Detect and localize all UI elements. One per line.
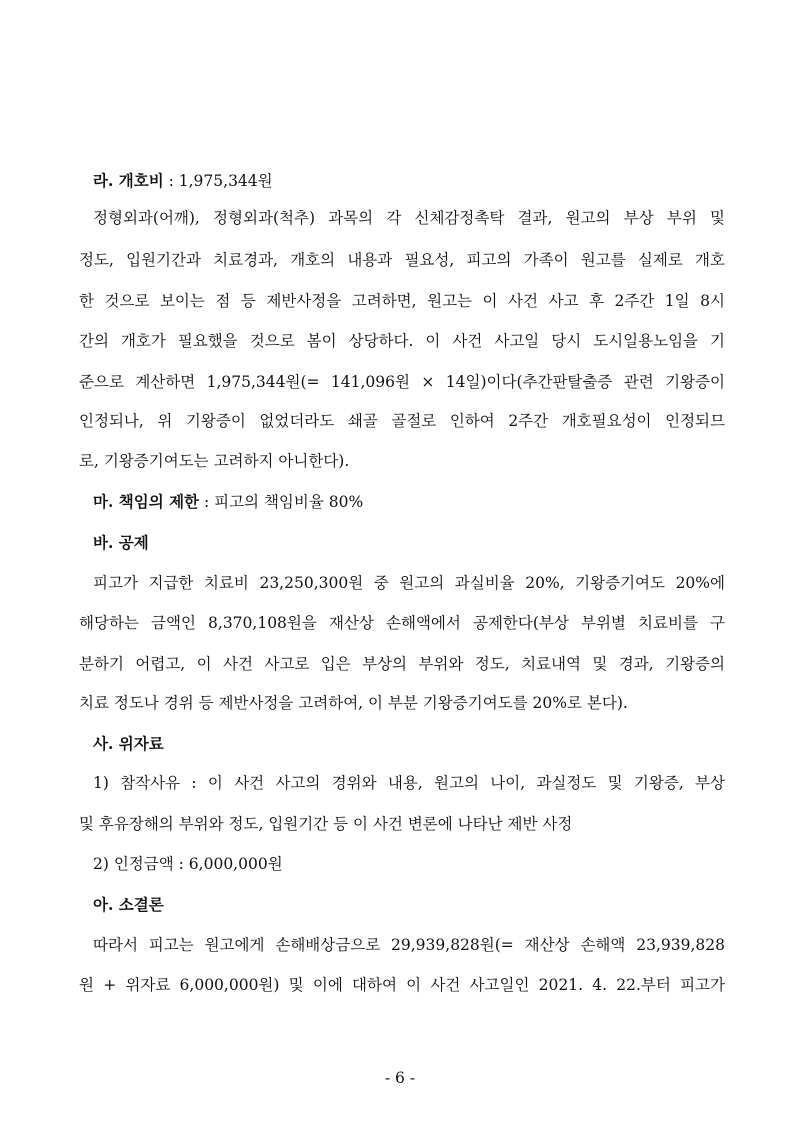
section-heading-care-cost xyxy=(93,171,273,191)
page-number: - 6 - xyxy=(384,1069,416,1087)
section-heading-consolation: 사. 위자료 xyxy=(93,734,164,753)
heading-label: 라. 개호비 xyxy=(93,171,164,190)
paragraph-line: 치료 정도나 경위 등 제반사정을 고려하여, 이 부분 기왕증기여도를 20%로 본다). xyxy=(79,694,628,712)
paragraph-line: 정도, 입원기간과 치료경과, 개호의 내용과 필요성, 피고의 가족이 원고를 실제로 개호 xyxy=(79,251,725,269)
section-heading-conclusion: 아. 소결론 xyxy=(93,895,164,914)
paragraph-line: 1) 참작사유 : 이 사건 사고의 경위와 내용, 원고의 나이, 과실정도 및 기왕증, 부상 xyxy=(93,774,725,792)
section-heading-deduction: 바. 공제 xyxy=(93,533,149,552)
paragraph-line: 피고가 지급한 치료비 23,250,300원 중 원고의 과실비율 20%, 기왕증기여도 20%에 xyxy=(93,574,725,592)
section-heading-liability-limit xyxy=(93,492,363,512)
paragraph-line: 준으로 계산하면 1,975,344원(= 141,096원 × 14일)이다(추간판탈출증 관련 기왕증이 xyxy=(79,373,725,391)
paragraph-line: 인정되나, 위 기왕증이 없었더라도 쇄골 골절로 인하여 2주간 개호필요성이 인정되므 xyxy=(79,412,725,430)
paragraph-line: 2) 인정금액 : 6,000,000원 xyxy=(93,855,283,873)
paragraph-line: 원 + 위자료 6,000,000원) 및 이에 대하여 이 사건 사고일인 2021. 4. 22.부터 피고가 xyxy=(79,976,725,994)
paragraph-line: 분하기 어렵고, 이 사건 사고로 입은 부상의 부위와 정도, 치료내역 및 경과, 기왕증의 xyxy=(79,655,725,673)
paragraph-line: 따라서 피고는 원고에게 손해배상금으로 29,939,828원(= 재산상 손해액 23,939,828 xyxy=(93,936,725,954)
heading-label: 마. 책임의 제한 xyxy=(93,492,200,511)
heading-value: : 피고의 책임비율 80% xyxy=(199,493,364,511)
paragraph-line: 간의 개호가 필요했을 것으로 봄이 상당하다. 이 사건 사고일 당시 도시일용노임을 기 xyxy=(79,332,725,350)
paragraph-line: 및 후유장해의 부위와 정도, 입원기간 등 이 사건 변론에 나타난 제반 사정 xyxy=(79,815,573,833)
heading-value: : 1,975,344원 xyxy=(163,172,273,190)
paragraph-line: 정형외과(어깨), 정형외과(척추) 과목의 각 신체감정촉탁 결과, 원고의 부상 부위 및 xyxy=(93,209,725,227)
paragraph-line: 한 것으로 보이는 점 등 제반사정을 고려하면, 원고는 이 사건 사고 후 2주간 1일 8시 xyxy=(79,292,725,310)
paragraph-line: 로, 기왕증기여도는 고려하지 아니한다). xyxy=(79,452,350,470)
paragraph-line: 해당하는 금액인 8,370,108원을 재산상 손해액에서 공제한다(부상 부위별 치료비를 구 xyxy=(79,614,725,632)
